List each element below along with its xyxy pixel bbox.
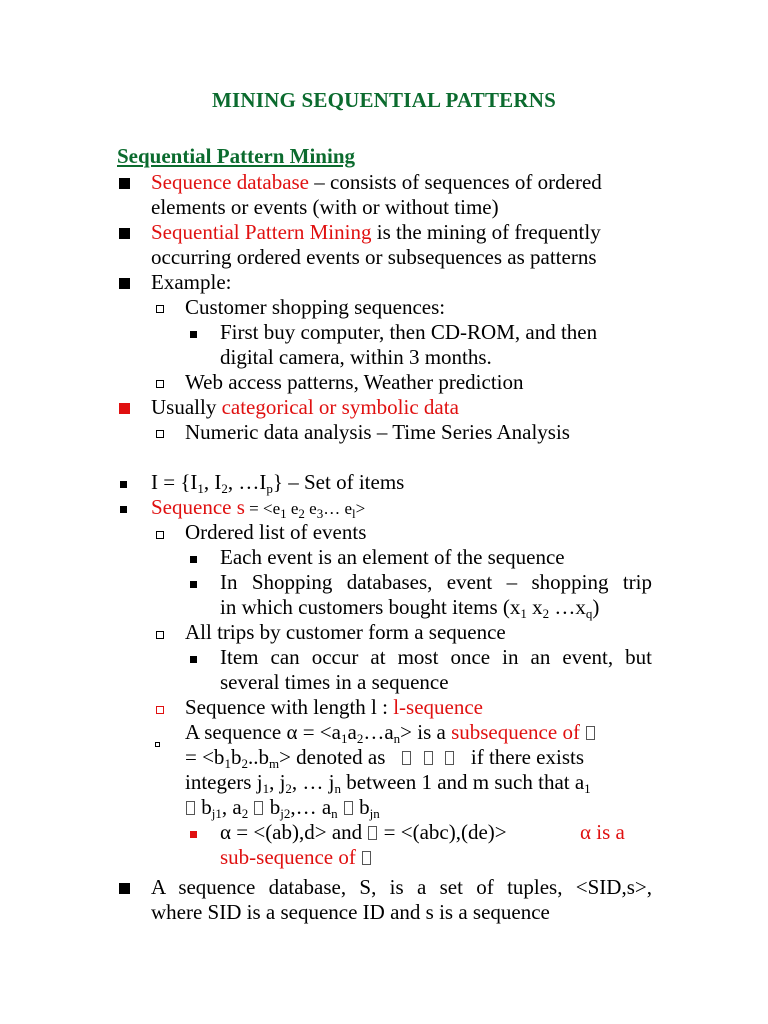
text-line: several times in a sequence	[220, 670, 449, 694]
bullet-tiny-square-icon	[155, 742, 160, 747]
text-line: where SID is a sequence ID and s is a sequence	[151, 900, 550, 924]
bullet-square-icon	[119, 178, 130, 189]
text-line: Item can occur at most once in an event, but	[220, 645, 652, 669]
text-line: Web access patterns, Weather prediction	[185, 370, 524, 394]
text-line: Each event is an element of the sequence	[220, 545, 565, 569]
bullet-hollow-square-icon	[156, 430, 164, 438]
text-line: In Shopping databases, event – shopping trip	[220, 570, 652, 594]
missing-glyph-icon	[445, 751, 454, 765]
bullet-square-icon	[119, 883, 130, 894]
text-line: α is a	[580, 820, 625, 844]
text-line: = $<b_1b_2..b_m>$ denoted as if there exists	[185, 745, 585, 771]
bullet-small-square-icon	[190, 331, 197, 338]
text-line: digital camera, within 3 months.	[220, 345, 492, 369]
bullet-small-square-icon	[120, 506, 127, 513]
text-line: All trips by customer form a sequence	[185, 620, 506, 644]
section-heading: Sequential Pattern Mining	[117, 144, 356, 168]
text-line: A sequence database, S, is a set of tuples, <SID,s>,	[151, 875, 652, 899]
text-line: Ordered list of events	[185, 520, 367, 544]
missing-glyph-icon	[424, 751, 433, 765]
text-line: $I = \{I_1$, $I_2$, $\dots I_p$} – Set of items	[151, 470, 405, 496]
bullet-hollow-square-icon	[156, 531, 164, 539]
text-line: Numeric data analysis – Time Series Analysis	[185, 420, 570, 444]
text-line: Customer shopping sequences:	[185, 295, 446, 319]
text-line: elements or events (with or without time)	[151, 195, 499, 219]
page-title: MINING SEQUENTIAL PATTERNS	[212, 88, 556, 112]
bullet-small-square-icon	[190, 831, 197, 838]
text-line: Sequence $s = <e_1$ $e_2$ $e_3\dots$ $e_l>$	[151, 495, 366, 521]
text-line: Sequential Pattern Mining is the mining of frequently	[151, 220, 601, 244]
bullet-small-square-icon	[190, 656, 197, 663]
bullet-hollow-square-icon	[156, 706, 164, 714]
missing-glyph-icon	[186, 801, 195, 815]
text-line: Sequence with length l : l-sequence	[185, 695, 484, 719]
bullet-hollow-square-icon	[156, 631, 164, 639]
text-line: Sequence database – consists of sequences of ordered	[151, 170, 602, 194]
missing-glyph-icon	[402, 751, 411, 765]
text-line: sub-sequence of	[220, 845, 372, 870]
missing-glyph-icon	[344, 801, 353, 815]
text-line: A sequence $\alpha = <a_1a_2\dots a_n>$ is a subsequence of	[185, 720, 596, 751]
bullet-small-square-icon	[190, 581, 197, 588]
missing-glyph-icon	[368, 826, 377, 840]
bullet-hollow-square-icon	[156, 305, 164, 313]
text-line: occurring ordered events or subsequences as patterns	[151, 245, 597, 269]
bullet-small-square-icon	[190, 556, 197, 563]
missing-glyph-icon	[254, 801, 263, 815]
bullet-hollow-square-icon	[156, 380, 164, 388]
text-line: Usually categorical or symbolic data	[151, 395, 459, 419]
text-line: α = <(ab),d> and = <(abc),(de)>	[220, 820, 507, 844]
missing-glyph-icon	[586, 726, 595, 740]
text-line: First buy computer, then CD-ROM, and then	[220, 320, 598, 344]
text-line: integers $j_1$, $j_2$, … $j_n$ between 1 and m such that $a_1$	[185, 770, 591, 796]
bullet-square-icon	[119, 278, 130, 289]
text-line: in which customers bought items ($x_1$ $x_2$ $\dots x_q$)	[220, 595, 600, 621]
text-line: $b_{j1}$, $a_2$ $b_{j2},\dots$ $a_n$ $b_{jn}$	[185, 795, 380, 826]
bullet-square-icon	[119, 228, 130, 239]
missing-glyph-icon	[362, 851, 371, 865]
text-line: Example:	[151, 270, 232, 294]
bullet-small-square-icon	[120, 481, 127, 488]
bullet-square-icon	[119, 403, 130, 414]
